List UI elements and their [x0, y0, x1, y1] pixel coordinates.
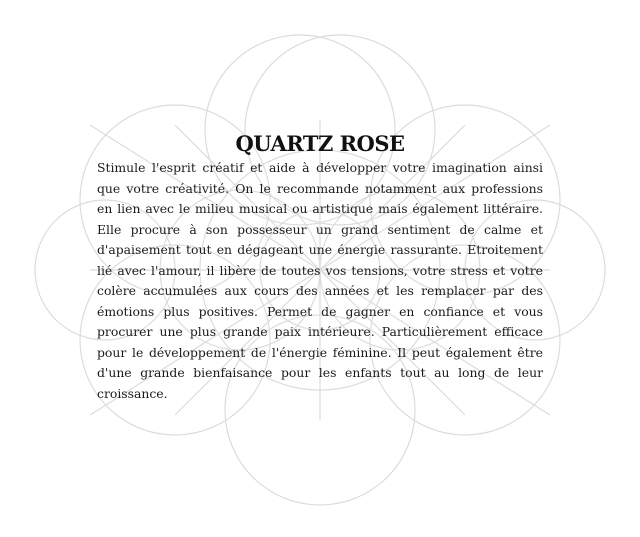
page-title: QUARTZ ROSE — [235, 131, 405, 156]
text-block — [97, 131, 543, 404]
description-paragraph: Stimule l'esprit créatif et aide à développer votre imagination ainsi que votre créativité. On le recommande notamment aux professions en lien avec le milieu musical ou artistique mais également littéraire. Elle procure à son possesseur un grand sentiment de calme et d'apaisement tout en dégageant une énergie rassurante. Etroitement lié avec l'amour, il libère de toutes vos tensions, votre stress et votre colère accumulées aux cours des années et les remplacer par des émotions plus positives. Permet de gagner en confiance et vous procurer une plus grande paix intérieure. Particulièrement efficace pour le développement de l'énergie féminine. Il peut également être d'une grande bienfaisance pour les enfants tout au long de leur croissance. — [97, 160, 543, 401]
